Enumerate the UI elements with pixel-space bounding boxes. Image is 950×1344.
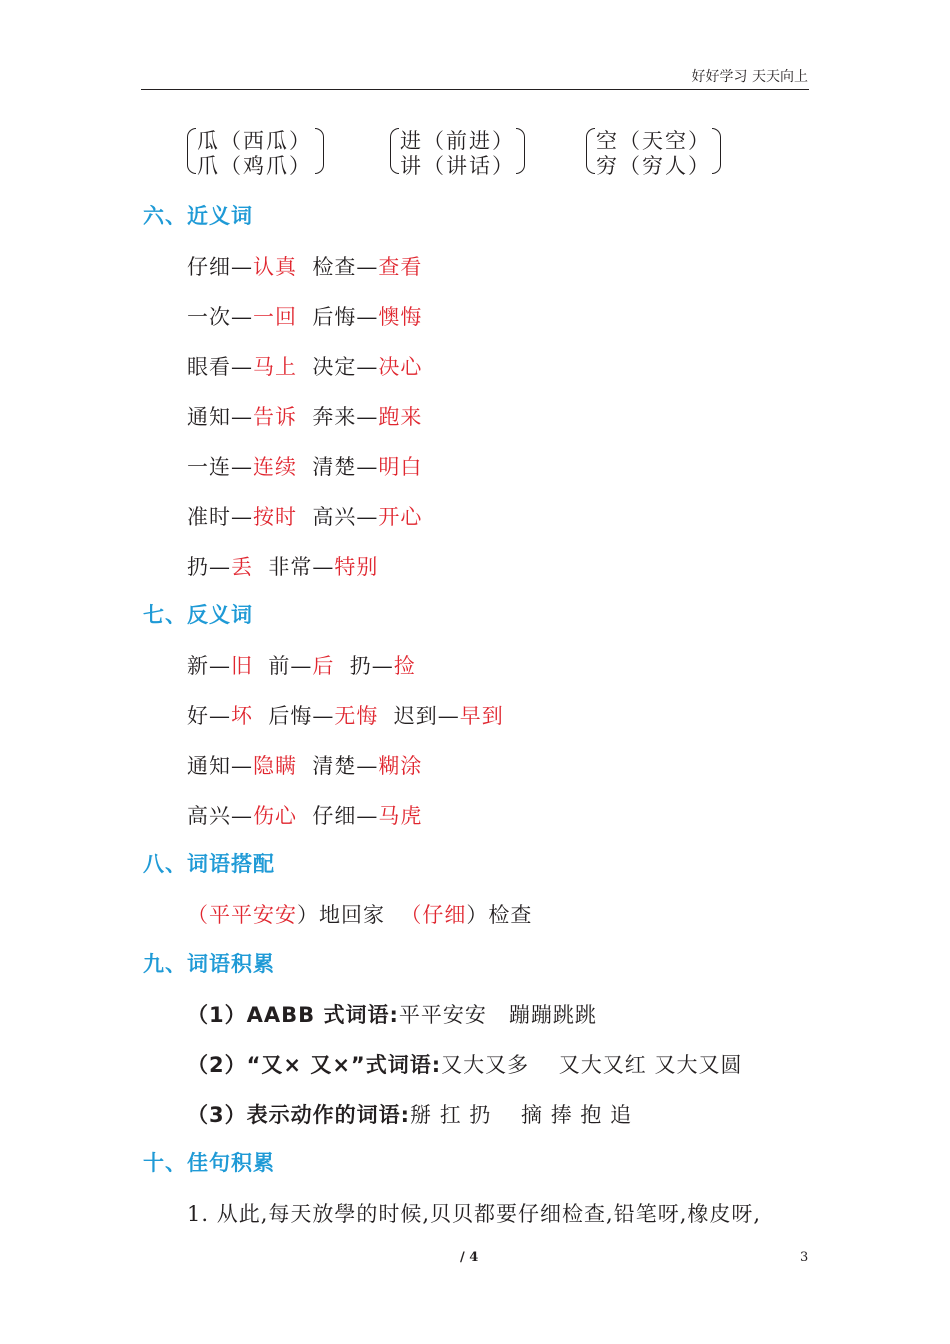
char-group-1: [187, 124, 322, 178]
word: 后悔—: [268, 704, 335, 728]
answer: 坏: [231, 704, 253, 728]
answer: 糊涂: [378, 754, 423, 778]
page-number: 3: [800, 1250, 809, 1265]
accumulation-item: [187, 1099, 632, 1129]
paren-open: （: [400, 903, 423, 927]
synonym-row: [187, 351, 422, 381]
answer: 懊悔: [378, 305, 423, 329]
section-title-collocation: 八、词语搭配: [143, 852, 275, 876]
word: 仔细—: [187, 255, 253, 279]
item-label: （1）AABB 式词语:: [187, 1003, 399, 1027]
antonym-row: [187, 650, 416, 680]
answer: 仔细: [422, 903, 467, 927]
char-group-line: 瓜（西瓜）: [197, 129, 312, 153]
answer: 旧: [231, 654, 253, 678]
synonym-row: [187, 301, 422, 331]
word: 高兴—: [187, 804, 253, 828]
answer: 查看: [378, 255, 423, 279]
accumulation-item: [187, 999, 597, 1029]
section-title-sentences: 十、佳句积累: [143, 1151, 275, 1175]
char-group-3: [586, 124, 721, 178]
word: 新—: [187, 654, 231, 678]
char-group-2: [390, 124, 525, 178]
answer: 隐瞒: [253, 754, 297, 778]
item-value: 掰 扛 扔 摘 捧 抱 追: [410, 1103, 633, 1127]
antonym-row: [187, 750, 422, 780]
word: 后悔—: [312, 305, 379, 329]
answer: 决心: [378, 355, 423, 379]
collocation-row: [187, 899, 532, 929]
section-title-synonyms: 六、近义词: [143, 204, 253, 228]
word: 决定—: [312, 355, 379, 379]
word: 奔来—: [312, 405, 379, 429]
synonym-row: [187, 251, 422, 281]
synonym-row: [187, 501, 422, 531]
sentence-item: 1. 从此,每天放學的时候,贝贝都要仔细检查,铅笔呀,橡皮呀,: [187, 1202, 762, 1226]
answer: 告诉: [253, 405, 297, 429]
word: 高兴—: [312, 505, 379, 529]
answer: 伤心: [253, 804, 297, 828]
header-divider: [141, 89, 809, 90]
left-brace: [187, 128, 196, 174]
answer: 丢: [231, 555, 253, 579]
accumulation-item: [187, 1049, 742, 1079]
word: 非常—: [268, 555, 335, 579]
synonym-row: [187, 451, 422, 481]
phrase-tail: ）地回家: [297, 903, 385, 927]
page-total: / 4: [460, 1250, 479, 1265]
char-group-line: 爪（鸡爪）: [197, 154, 312, 178]
answer: 平平安安: [209, 903, 297, 927]
word: 扔—: [349, 654, 394, 678]
right-brace: [315, 128, 324, 174]
answer: 明白: [378, 455, 423, 479]
word: 通知—: [187, 405, 253, 429]
answer: 特别: [334, 555, 379, 579]
char-group-line: 讲（讲话）: [400, 154, 515, 178]
answer: 认真: [253, 255, 297, 279]
word: 清楚—: [312, 754, 379, 778]
answer: 开心: [378, 505, 423, 529]
antonym-row: [187, 800, 422, 830]
word: 扔—: [187, 555, 231, 579]
word: 一次—: [187, 305, 253, 329]
answer: 按时: [253, 505, 297, 529]
answer: 早到: [459, 704, 504, 728]
section-title-accumulation: 九、词语积累: [143, 952, 275, 976]
answer: 马上: [253, 355, 297, 379]
answer: 连续: [253, 455, 297, 479]
word: 检查—: [312, 255, 379, 279]
char-group-line: 穷（穷人）: [596, 154, 711, 178]
synonym-row: [187, 551, 378, 581]
answer: 一回: [253, 305, 297, 329]
word: 迟到—: [393, 704, 460, 728]
right-brace: [516, 128, 525, 174]
word: 一连—: [187, 455, 253, 479]
right-brace: [712, 128, 721, 174]
antonym-row: [187, 700, 504, 730]
word: 好—: [187, 704, 231, 728]
char-group-line: 进（前进）: [400, 129, 515, 153]
answer: 马虎: [378, 804, 423, 828]
word: 仔细—: [312, 804, 379, 828]
word: 眼看—: [187, 355, 253, 379]
char-group-line: 空（天空）: [596, 129, 711, 153]
left-brace: [586, 128, 595, 174]
left-brace: [390, 128, 399, 174]
item-label: （2）“又× 又×”式词语:: [187, 1053, 442, 1077]
synonym-row: [187, 401, 422, 431]
answer: 后: [312, 654, 335, 678]
paren-open: （: [187, 903, 209, 927]
word: 通知—: [187, 754, 253, 778]
item-value: 又大又多 又大又红 又大又圆: [441, 1053, 743, 1077]
section-title-antonyms: 七、反义词: [143, 603, 253, 627]
word: 清楚—: [312, 455, 379, 479]
item-label: （3）表示动作的词语:: [187, 1103, 411, 1127]
header-slogan: 好好学习 天天向上: [691, 69, 808, 85]
word: 准时—: [187, 505, 253, 529]
answer: 捡: [393, 654, 416, 678]
item-value: 平平安安 蹦蹦跳跳: [398, 1003, 597, 1027]
answer: 无悔: [334, 704, 379, 728]
word: 前—: [268, 654, 313, 678]
answer: 跑来: [378, 405, 423, 429]
phrase-tail: ）检查: [466, 903, 533, 927]
